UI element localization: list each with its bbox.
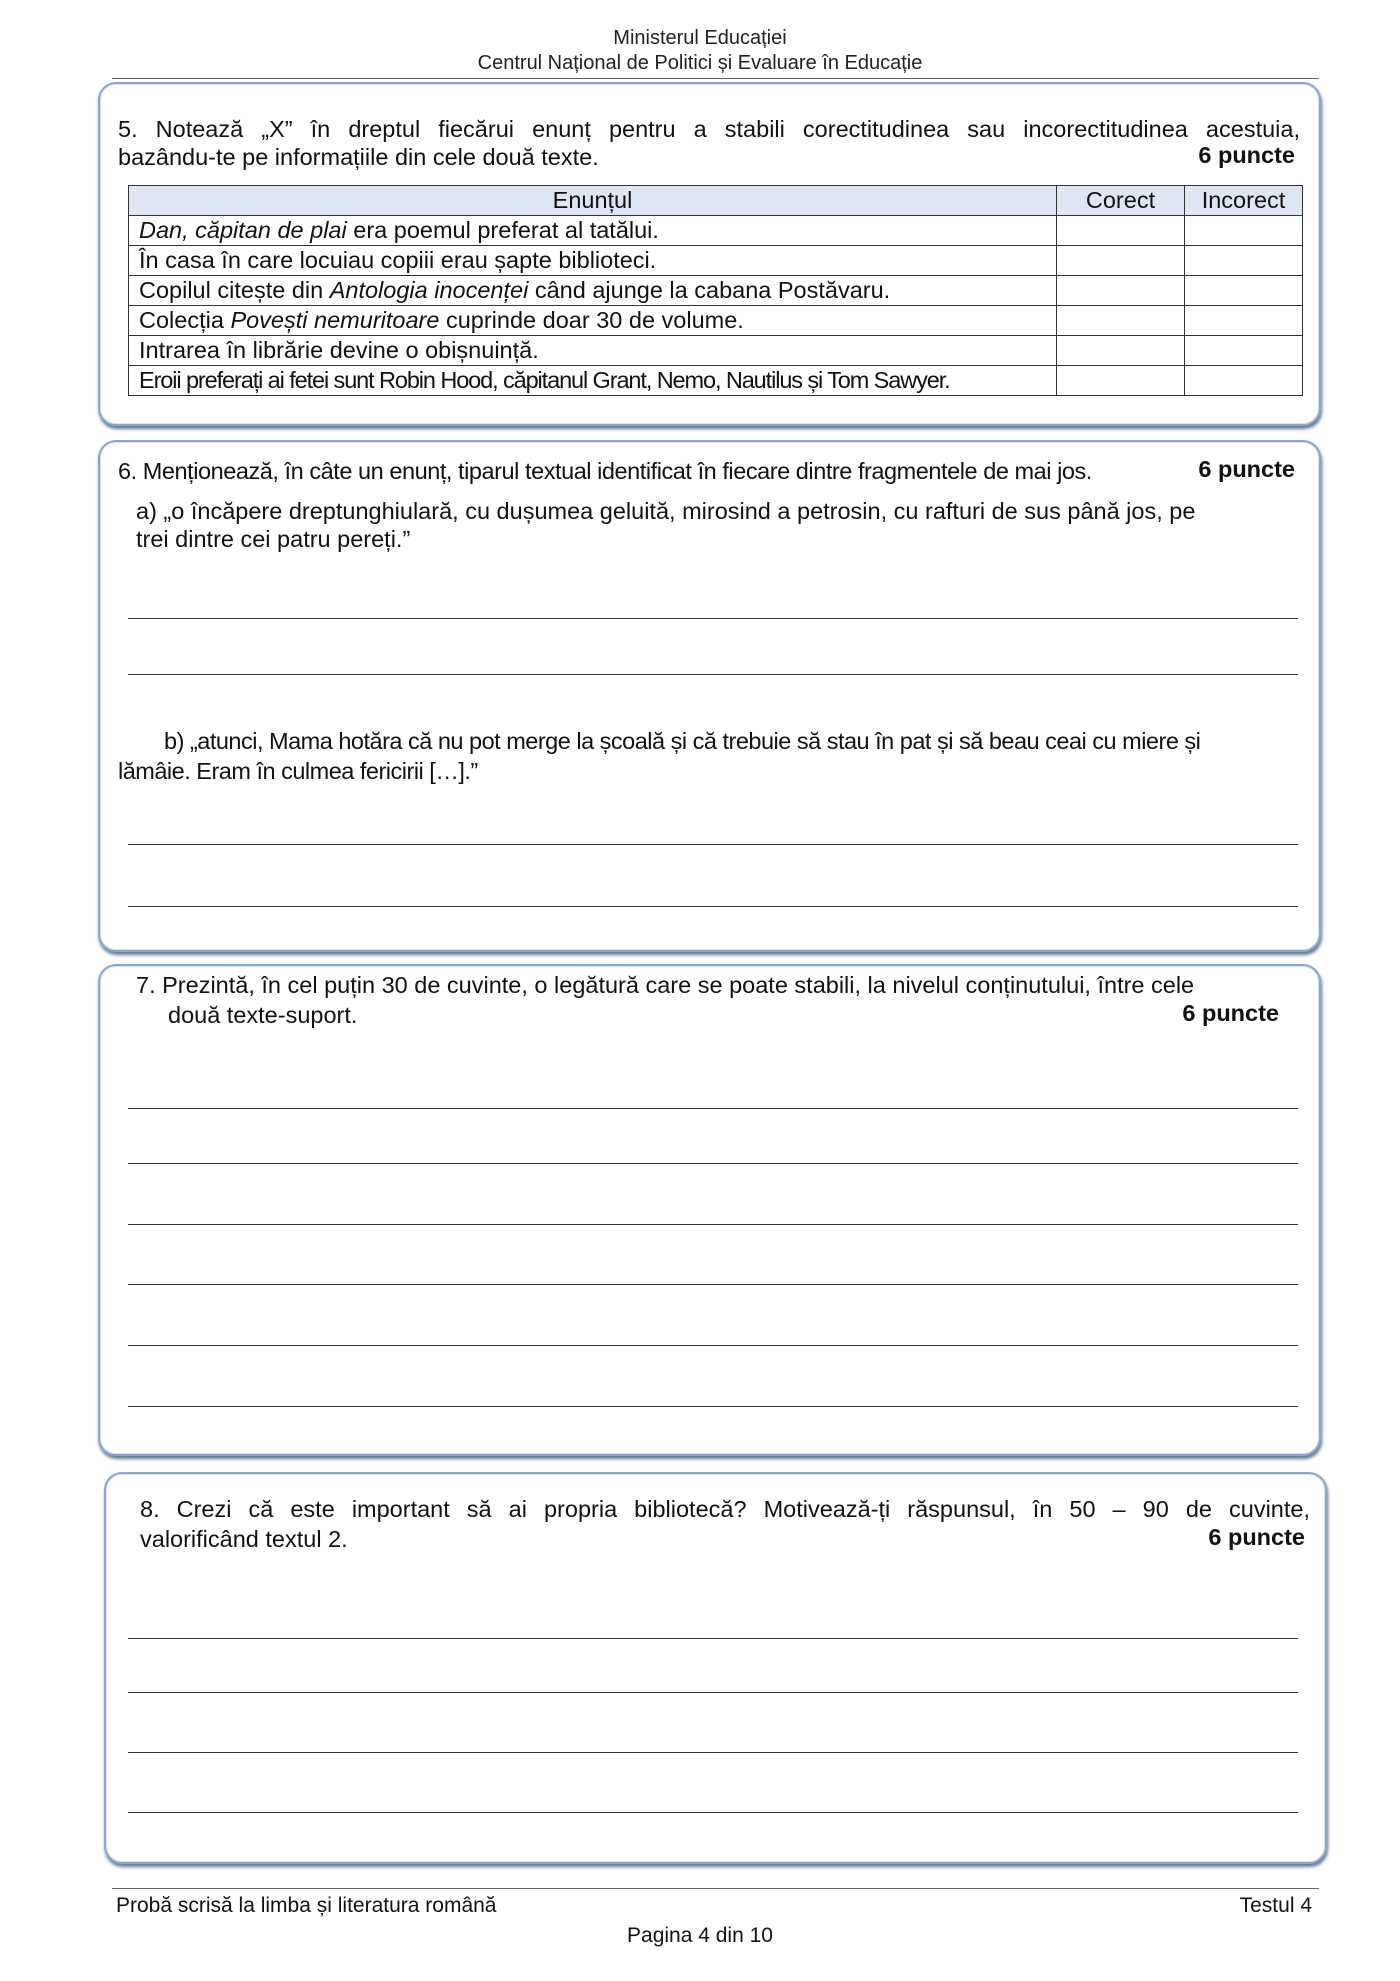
question-7-text-line1: 7. Prezintă, în cel puțin 30 de cuvinte, o legătură care se poate stabili, la nivelul conținutului, între cele xyxy=(136,972,1195,998)
answer-line[interactable] xyxy=(128,1284,1298,1285)
header-ministry: Ministerul Educației xyxy=(613,27,787,49)
question-7-points: 6 puncte xyxy=(1182,1000,1279,1026)
question-6-text: 6. Menționează, în câte un enunț, tiparul textual identificat în fiecare dintre fragmentele de mai jos. xyxy=(118,458,1092,484)
question-5-points: 6 puncte xyxy=(1198,142,1295,168)
table-row xyxy=(129,216,1303,246)
statement-text: era poemul preferat al tatălui. xyxy=(346,217,659,243)
question-6-box xyxy=(98,440,1321,952)
answer-line[interactable] xyxy=(128,618,1298,619)
incorrect-answer-cell[interactable] xyxy=(1185,336,1303,366)
footer-page-number: Pagina 4 din 10 xyxy=(627,1924,773,1947)
table-row xyxy=(129,276,1303,306)
question-8-points: 6 puncte xyxy=(1208,1524,1305,1550)
statement-cell xyxy=(129,216,1057,246)
question-5-text-line1: 5. Notează „X” în dreptul fiecărui enunț pentru a stabili corectitudinea sau incorectitudinea acestuia, xyxy=(118,116,1300,142)
statement-cell xyxy=(129,276,1057,306)
statement-italic: Povești nemuritoare xyxy=(230,307,440,333)
answer-line[interactable] xyxy=(128,844,1298,845)
column-header-correct: Corect xyxy=(1057,186,1185,216)
answer-line[interactable] xyxy=(128,1812,1298,1813)
table-row xyxy=(129,306,1303,336)
answer-line[interactable] xyxy=(128,1224,1298,1225)
correct-answer-cell[interactable] xyxy=(1057,336,1185,366)
fragment-a-line1: a) „o încăpere dreptunghiulară, cu dușumea geluită, mirosind a petrosin, cu rafturi de sus până jos, pe xyxy=(136,498,1196,524)
answer-line[interactable] xyxy=(128,1345,1298,1346)
incorrect-answer-cell[interactable] xyxy=(1185,306,1303,336)
question-6-points: 6 puncte xyxy=(1198,456,1295,482)
table-header-row xyxy=(129,186,1303,216)
statement-cell xyxy=(129,306,1057,336)
table-row xyxy=(129,246,1303,276)
column-header-incorrect: Incorect xyxy=(1185,186,1303,216)
correct-answer-cell[interactable] xyxy=(1057,246,1185,276)
footer-test-number: Testul 4 xyxy=(1239,1894,1312,1917)
header-center: Centrul Național de Politici și Evaluare în Educație xyxy=(477,52,923,74)
answer-line[interactable] xyxy=(128,674,1298,675)
statement-text: când ajunge la cabana Postăvaru. xyxy=(528,277,891,303)
question-7-box xyxy=(98,964,1321,1456)
answer-line[interactable] xyxy=(128,1692,1298,1693)
table-row xyxy=(129,366,1303,396)
statement-text: Colecția xyxy=(139,307,231,333)
fragment-b-line2: lămâie. Eram în culmea fericirii […].” xyxy=(118,758,478,784)
statement-text: Intrarea în librărie devine o obișnuință. xyxy=(139,337,539,363)
footer-divider xyxy=(112,1888,1319,1889)
fragment-a-line2: trei dintre cei patru pereți.” xyxy=(136,526,411,552)
incorrect-answer-cell[interactable] xyxy=(1185,276,1303,306)
question-5-box xyxy=(98,82,1321,426)
statement-italic: Dan, căpitan de plai xyxy=(139,217,347,243)
column-header-statement: Enunțul xyxy=(129,186,1057,216)
header-divider xyxy=(112,78,1319,79)
answer-line[interactable] xyxy=(128,1406,1298,1407)
question-5-text-line2: bazându-te pe informațiile din cele două texte. xyxy=(118,144,599,170)
statement-text: Copilul citește din xyxy=(139,277,330,303)
correct-answer-cell[interactable] xyxy=(1057,216,1185,246)
answer-line[interactable] xyxy=(128,1638,1298,1639)
correct-answer-cell[interactable] xyxy=(1057,276,1185,306)
incorrect-answer-cell[interactable] xyxy=(1185,216,1303,246)
statement-text: În casa în care locuiau copiii erau șapte biblioteci. xyxy=(139,247,657,273)
table-row xyxy=(129,336,1303,366)
statements-table xyxy=(128,185,1303,396)
statement-text: cuprinde doar 30 de volume. xyxy=(439,307,744,333)
answer-line[interactable] xyxy=(128,1752,1298,1753)
correct-answer-cell[interactable] xyxy=(1057,366,1185,396)
footer-exam-title: Probă scrisă la limba și literatura română xyxy=(116,1894,497,1917)
incorrect-answer-cell[interactable] xyxy=(1185,246,1303,276)
statement-cell xyxy=(129,336,1057,366)
correct-answer-cell[interactable] xyxy=(1057,306,1185,336)
question-8-box xyxy=(104,1472,1327,1864)
question-8-text-line1: 8. Crezi că este important să ai propria bibliotecă? Motivează-ți răspunsul, în 50 – 90 de cuvinte, xyxy=(140,1496,1310,1522)
incorrect-answer-cell[interactable] xyxy=(1185,366,1303,396)
question-8-text-line2: valorificând textul 2. xyxy=(140,1526,348,1552)
answer-line[interactable] xyxy=(128,1108,1298,1109)
statement-italic: Antologia inocenței xyxy=(329,277,529,303)
answer-line[interactable] xyxy=(128,1163,1298,1164)
answer-line[interactable] xyxy=(128,906,1298,907)
fragment-b-line1: b) „atunci, Mama hotăra că nu pot merge la școală și că trebuie să stau în pat și să beau ceai cu miere și xyxy=(164,728,1201,754)
statement-cell xyxy=(129,366,1057,396)
statement-cell xyxy=(129,246,1057,276)
statement-text: Eroii preferați ai fetei sunt Robin Hood, căpitanul Grant, Nemo, Nautilus și Tom Sawyer. xyxy=(139,367,950,393)
question-7-text-line2: două texte-suport. xyxy=(168,1002,358,1028)
